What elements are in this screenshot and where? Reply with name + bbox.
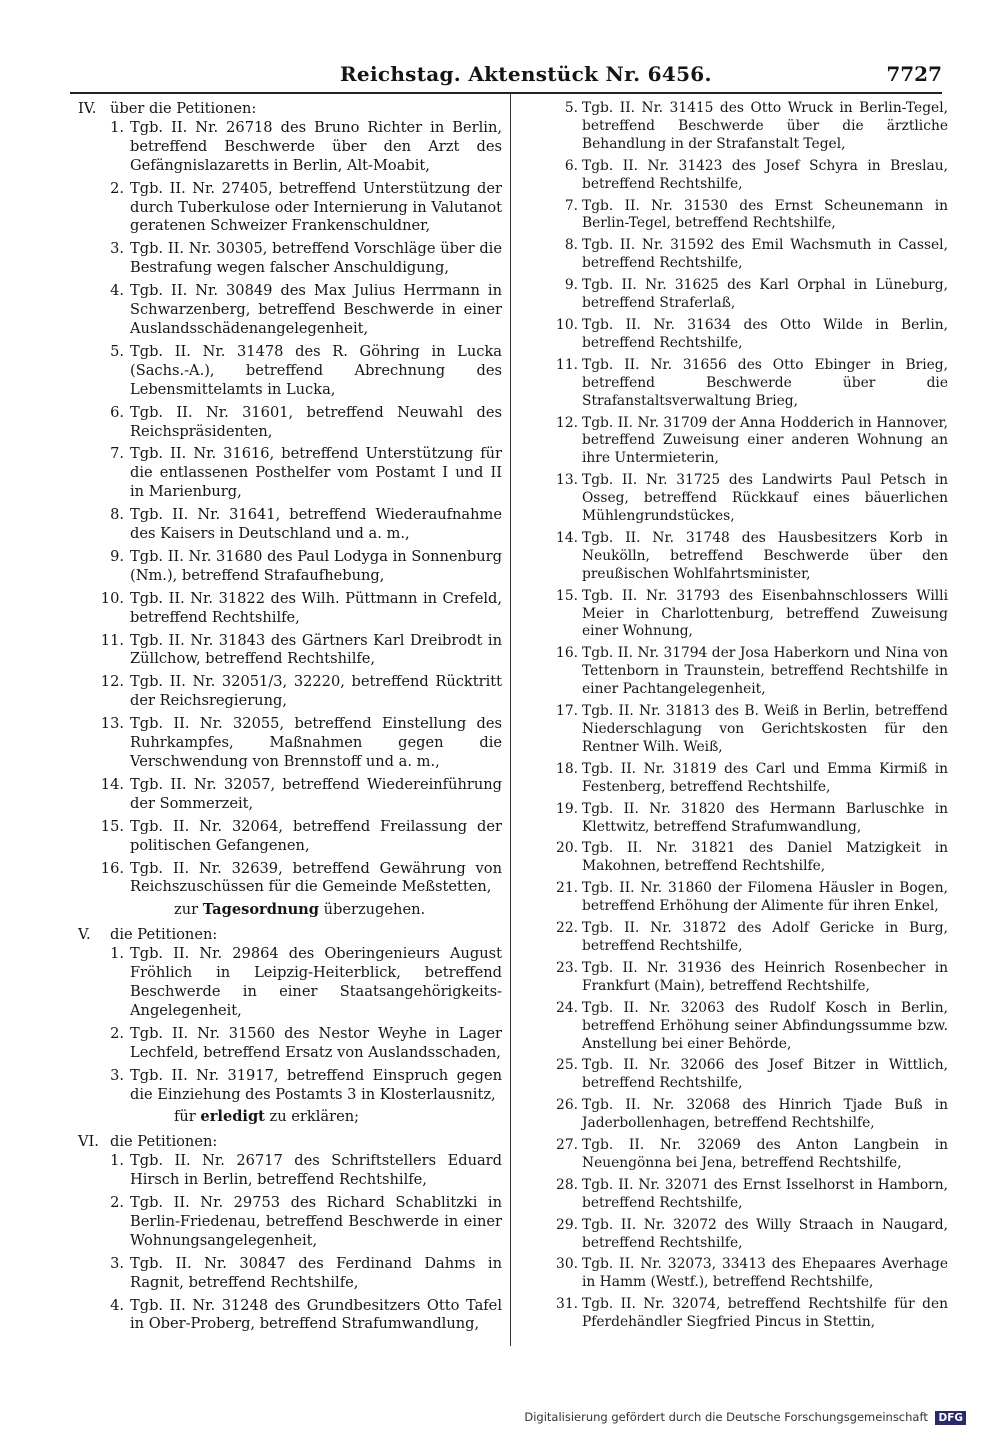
entry-number: 14. (100, 775, 124, 793)
entry-number: 3. (110, 240, 124, 258)
petition-entry (78, 776, 502, 814)
petition-entry (548, 1097, 948, 1133)
section-heading (78, 1133, 502, 1152)
entry-number: 2. (110, 179, 124, 197)
petition-entry (78, 445, 502, 502)
entry-text: Tgb. II. Nr. 31813 des B. Weiß in Berlin, betreffend Niederschlagung von Gerichtskosten für den Rentner Wilh. Weiß, (582, 703, 948, 755)
resolution-pre: für (174, 1108, 201, 1126)
entry-text: Tgb. II. Nr. 32051/3, 32220, betreffend Rücktritt der Reichsregierung, (130, 673, 502, 710)
petition-entry (78, 590, 502, 628)
entry-number: 26. (556, 1097, 578, 1114)
section-heading-text: über die Petitionen: (110, 100, 257, 117)
entry-number: 2. (110, 1194, 124, 1212)
entry-number: 18. (556, 760, 578, 777)
entry-number: 24. (556, 999, 578, 1016)
petition-entry (548, 530, 948, 584)
entry-text: Tgb. II. Nr. 31601, betreffend Neuwahl des Reichspräsidenten, (130, 403, 502, 440)
entry-number: 17. (556, 703, 578, 720)
petition-entry (548, 703, 948, 757)
entry-text: Tgb. II. Nr. 31936 des Heinrich Rosenbecher in Frankfurt (Main), betreffend Rechtshilfe, (582, 959, 948, 994)
petition-entry (78, 1152, 502, 1190)
entry-number: 6. (564, 157, 578, 174)
petition-entry (78, 119, 502, 176)
petition-entry (78, 282, 502, 339)
petition-entry (548, 357, 948, 411)
entry-text: Tgb. II. Nr. 31917, betreffend Einspruch gegen die Einziehung des Postamts 3 in Klosterlausnitz, (130, 1066, 502, 1103)
entry-text: Tgb. II. Nr. 31625 des Karl Orphal in Lüneburg, betreffend Straferlaß, (582, 277, 948, 312)
entry-text: Tgb. II. Nr. 32071 des Ernst Isselhorst in Hamborn, betreffend Rechtshilfe, (582, 1176, 948, 1211)
petition-entry (548, 472, 948, 526)
entry-text: Tgb. II. Nr. 32068 des Hinrich Tjade Buß in Jaderbollenhagen, betreffend Rechtshilfe, (582, 1097, 948, 1132)
entry-number: 6. (110, 403, 124, 421)
entry-text: Tgb. II. Nr. 29753 des Richard Schablitzki in Berlin-Friedenau, betreffend Beschwerde in einer Wohnungsangelegenheit, (130, 1194, 502, 1249)
left-column (78, 100, 502, 1338)
entry-text: Tgb. II. Nr. 31860 der Filomena Häusler in Bogen, betreffend Erhöhung der Alimente für ihren Enkel, (582, 880, 948, 915)
petition-entry (548, 158, 948, 194)
entry-number: 13. (556, 472, 578, 489)
entry-text: Tgb. II. Nr. 31415 des Otto Wruck in Berlin-Tegel, betreffend Beschwerde über die ärztliche Behandlung in der Strafanstalt Tegel, (582, 100, 948, 152)
petition-entry (548, 801, 948, 837)
entry-number: 8. (564, 237, 578, 254)
entry-number: 1. (110, 1152, 124, 1170)
petition-entry (548, 100, 948, 154)
entry-text: Tgb. II. Nr. 32064, betreffend Freilassung der politischen Gefangenen, (130, 817, 502, 854)
petition-entry (548, 277, 948, 313)
entry-text: Tgb. II. Nr. 31820 des Hermann Barluschke in Klettwitz, betreffend Strafumwandlung, (582, 800, 948, 835)
page-number: 7727 (886, 62, 942, 86)
entry-text: Tgb. II. Nr. 26718 des Bruno Richter in Berlin, betreffend Beschwerde über den Arzt des Gefängnislazaretts in Berlin, Alt-Moabit, (130, 118, 502, 174)
column-divider (510, 94, 511, 1346)
section-heading (78, 100, 502, 119)
petition-entry (78, 240, 502, 278)
petition-entry (78, 860, 502, 898)
entry-text: Tgb. II. Nr. 31793 des Eisenbahnschlossers Willi Meier in Charlottenburg, betreffend Zuweisung einer Wohnung, (582, 587, 948, 640)
petition-entry (78, 945, 502, 1021)
resolution-pre: zur (174, 901, 203, 919)
entry-text: Tgb. II. Nr. 30847 des Ferdinand Dahms in Ragnit, betreffend Rechtshilfe, (130, 1254, 502, 1291)
petition-entry (78, 1025, 502, 1063)
petition-entry (78, 180, 502, 237)
petition-entry (78, 1067, 502, 1105)
entry-number: 20. (556, 840, 578, 857)
entry-text: Tgb. II. Nr. 31794 der Josa Haberkorn und Nina von Tettenborn in Traunstein, betreffend Rechtshilfe in einer Pachtangelegenheit, (582, 645, 948, 698)
entry-text: Tgb. II. Nr. 30305, betreffend Vorschläge über die Bestrafung wegen falscher Anschuldigung, (130, 240, 502, 277)
entry-text: Tgb. II. Nr. 31248 des Grundbesitzers Otto Tafel in Ober-Proberg, betreffend Strafumwandlung, (130, 1296, 502, 1333)
entry-text: Tgb. II. Nr. 31819 des Carl und Emma Kirmiß in Festenberg, betreffend Rechtshilfe, (582, 760, 948, 795)
section-numeral: VI. (78, 1133, 99, 1151)
page-header (70, 62, 942, 88)
entry-text: Tgb. II. Nr. 31748 des Hausbesitzers Korb in Neukölln, betreffend Beschwerde über den preußischen Wohlfahrtsminister, (582, 529, 948, 582)
entry-text: Tgb. II. Nr. 31656 des Otto Ebinger in Brieg, betreffend Beschwerde über die Strafanstaltsverwaltung Brieg, (582, 356, 948, 409)
entry-number: 22. (556, 920, 578, 937)
entry-number: 3. (110, 1254, 124, 1272)
section-numeral: IV. (78, 100, 97, 117)
right-column (548, 100, 948, 1336)
entry-number: 4. (110, 1296, 124, 1314)
entry-number: 21. (556, 880, 578, 897)
entry-text: Tgb. II. Nr. 31560 des Nestor Weyhe in Lager Lechfeld, betreffend Ersatz von Auslandsschaden, (130, 1024, 502, 1061)
entry-number: 4. (110, 282, 124, 300)
entry-text: Tgb. II. Nr. 29864 des Oberingenieurs August Fröhlich in Leipzig-Heiterblick, betreffend Beschwerde in einer Staatsangehörigkeits-Angelegenheit, (130, 945, 502, 1019)
entry-number: 1. (110, 118, 124, 136)
entry-number: 15. (100, 817, 124, 835)
petition-entry (548, 1057, 948, 1093)
entry-number: 2. (110, 1024, 124, 1042)
entry-number: 11. (100, 631, 124, 649)
entry-number: 31. (556, 1296, 578, 1313)
entry-text: Tgb. II. Nr. 31843 des Gärtners Karl Dreibrodt in Züllchow, betreffend Rechtshilfe, (130, 631, 502, 668)
petition-entry (548, 960, 948, 996)
petition-entry (548, 415, 948, 469)
entry-number: 27. (556, 1137, 578, 1154)
entry-text: Tgb. II. Nr. 31822 des Wilh. Püttmann in Crefeld, betreffend Rechtshilfe, (130, 589, 502, 626)
entry-text: Tgb. II. Nr. 32072 des Willy Straach in Naugard, betreffend Rechtshilfe, (582, 1216, 948, 1251)
petition-entry (548, 1296, 948, 1332)
entry-text: Tgb. II. Nr. 31872 des Adolf Gericke in Burg, betreffend Rechtshilfe, (582, 920, 948, 954)
section-heading-text: die Petitionen: (110, 926, 218, 944)
entry-number: 10. (556, 316, 578, 333)
credit-text: Digitalisierung gefördert durch die Deutsche Forschungsgemeinschaft (524, 1410, 928, 1424)
digitization-credit (524, 1410, 966, 1425)
header-rule (70, 92, 942, 94)
entry-text: Tgb. II. Nr. 31641, betreffend Wiederaufnahme des Kaisers in Deutschland und a. m., (130, 506, 502, 543)
entry-number: 12. (556, 414, 578, 431)
petition-entry (78, 632, 502, 670)
entry-number: 9. (564, 277, 578, 294)
resolution-post: zu erklären; (264, 1108, 360, 1126)
petition-entry (548, 840, 948, 876)
petition-entry (548, 1177, 948, 1213)
entry-text: Tgb. II. Nr. 26717 des Schriftstellers Eduard Hirsch in Berlin, betreffend Rechtshilfe, (130, 1152, 502, 1189)
entry-number: 3. (110, 1066, 124, 1084)
section-numeral: V. (78, 926, 91, 944)
entry-text: Tgb. II. Nr. 30849 des Max Julius Herrmann in Schwarzenberg, betreffend Beschwerde in einer Auslandsschädenangelegenheit, (130, 282, 502, 337)
entry-text: Tgb. II. Nr. 31592 des Emil Wachsmuth in Cassel, betreffend Rechtshilfe, (582, 237, 948, 272)
resolution-keyword: erledigt (200, 1108, 265, 1126)
running-title: Reichstag. Aktenstück Nr. 6456. (340, 62, 712, 86)
resolution-keyword: Tagesordnung (202, 901, 319, 919)
entry-text: Tgb. II. Nr. 32069 des Anton Langbein in Neuengönna bei Jena, betreffend Rechtshilfe, (582, 1137, 948, 1171)
entry-number: 5. (564, 100, 578, 116)
entry-number: 7. (564, 197, 578, 214)
entry-text: Tgb. II. Nr. 32063 des Rudolf Kosch in Berlin, betreffend Erhöhung seiner Abfindungssumme bzw. Anstellung bei einer Behörde, (582, 999, 948, 1052)
entry-number: 23. (556, 959, 578, 976)
petition-entry (548, 317, 948, 353)
petition-entry (548, 1000, 948, 1054)
entry-number: 13. (100, 715, 124, 733)
entry-text: Tgb. II. Nr. 31680 des Paul Lodyga in Sonnenburg (Nm.), betreffend Strafaufhebung, (130, 547, 502, 584)
petition-entry (78, 343, 502, 400)
petition-entry (78, 1297, 502, 1335)
section-heading-text: die Petitionen: (110, 1133, 218, 1151)
section-resolution (78, 1108, 502, 1127)
petition-entry (548, 1256, 948, 1292)
petition-entry (78, 548, 502, 586)
petition-entry (548, 761, 948, 797)
petition-entry (78, 1255, 502, 1293)
entry-text: Tgb. II. Nr. 32074, betreffend Rechtshilfe für den Pferdehändler Siegfried Pincus in Stettin, (582, 1296, 948, 1331)
entry-text: Tgb. II. Nr. 32073, 33413 des Ehepaares Averhage in Hamm (Westf.), betreffend Rechtshilfe, (582, 1256, 948, 1291)
entry-text: Tgb. II. Nr. 31616, betreffend Unterstützung für die entlassenen Posthelfer vom Postamt I und II in Marienburg, (130, 445, 502, 501)
entry-number: 15. (556, 587, 578, 604)
entry-number: 25. (556, 1057, 578, 1074)
entry-number: 10. (100, 589, 124, 607)
petition-entry (78, 673, 502, 711)
entry-number: 9. (110, 547, 124, 565)
entry-text: Tgb. II. Nr. 31709 der Anna Hodderich in Hannover, betreffend Zuweisung einer anderen Wohnung an ihre Untermieterin, (582, 414, 948, 467)
entry-number: 7. (110, 445, 124, 463)
entry-number: 5. (110, 342, 124, 360)
entry-number: 16. (556, 645, 578, 662)
entry-text: Tgb. II. Nr. 32066 des Josef Bitzer in Wittlich, betreffend Rechtshilfe, (582, 1057, 948, 1092)
entry-number: 14. (556, 529, 578, 546)
entry-text: Tgb. II. Nr. 32055, betreffend Einstellung des Ruhrkampfes, Maßnahmen gegen die Verschwendung von Brennstoff und a. m., (130, 715, 502, 770)
petition-entry (548, 198, 948, 234)
entry-text: Tgb. II. Nr. 32639, betreffend Gewährung von Reichszuschüssen für die Gemeinde Meßstetten, (130, 859, 502, 896)
petition-entry (548, 1217, 948, 1253)
entry-text: Tgb. II. Nr. 31530 des Ernst Scheunemann in Berlin-Tegel, betreffend Rechtshilfe, (582, 197, 948, 232)
petition-entry (548, 645, 948, 699)
petition-entry (78, 506, 502, 544)
entry-text: Tgb. II. Nr. 32057, betreffend Wiedereinführung der Sommerzeit, (130, 775, 502, 812)
entry-number: 16. (100, 859, 124, 877)
entry-number: 1. (110, 945, 124, 963)
petition-entry (78, 1194, 502, 1251)
petition-entry (548, 1137, 948, 1173)
entry-number: 30. (556, 1256, 578, 1273)
petition-entry (548, 880, 948, 916)
entry-text: Tgb. II. Nr. 31423 des Josef Schyra in Breslau, betreffend Rechtshilfe, (582, 157, 948, 192)
entry-number: 19. (556, 800, 578, 817)
entry-text: Tgb. II. Nr. 31634 des Otto Wilde in Berlin, betreffend Rechtshilfe, (582, 316, 948, 351)
entry-text: Tgb. II. Nr. 31725 des Landwirts Paul Petsch in Osseg, betreffend Rückkauf eines bäuerlichen Mühlengrundstückes, (582, 472, 948, 525)
entry-number: 28. (556, 1176, 578, 1193)
petition-entry (548, 920, 948, 956)
dfg-logo: DFG (935, 1411, 966, 1425)
entry-number: 29. (556, 1216, 578, 1233)
entry-text: Tgb. II. Nr. 31478 des R. Göhring in Lucka (Sachs.-A.), betreffend Abrechnung des Lebensmittelamts in Lucka, (130, 342, 502, 398)
section-heading (78, 926, 502, 945)
resolution-post: überzugehen. (319, 901, 426, 919)
entry-number: 11. (556, 356, 578, 373)
entry-number: 12. (100, 673, 124, 691)
petition-entry (548, 588, 948, 642)
entry-text: Tgb. II. Nr. 31821 des Daniel Matzigkeit in Makohnen, betreffend Rechtshilfe, (582, 840, 948, 875)
petition-entry (78, 404, 502, 442)
entry-number: 8. (110, 506, 124, 524)
petition-entry (78, 715, 502, 772)
entry-text: Tgb. II. Nr. 27405, betreffend Unterstützung der durch Tuberkulose oder Internierung in Valutanot geratenen Schweizer Frankenschuldner, (130, 179, 502, 235)
section-resolution (78, 901, 502, 920)
petition-entry (548, 237, 948, 273)
petition-entry (78, 818, 502, 856)
